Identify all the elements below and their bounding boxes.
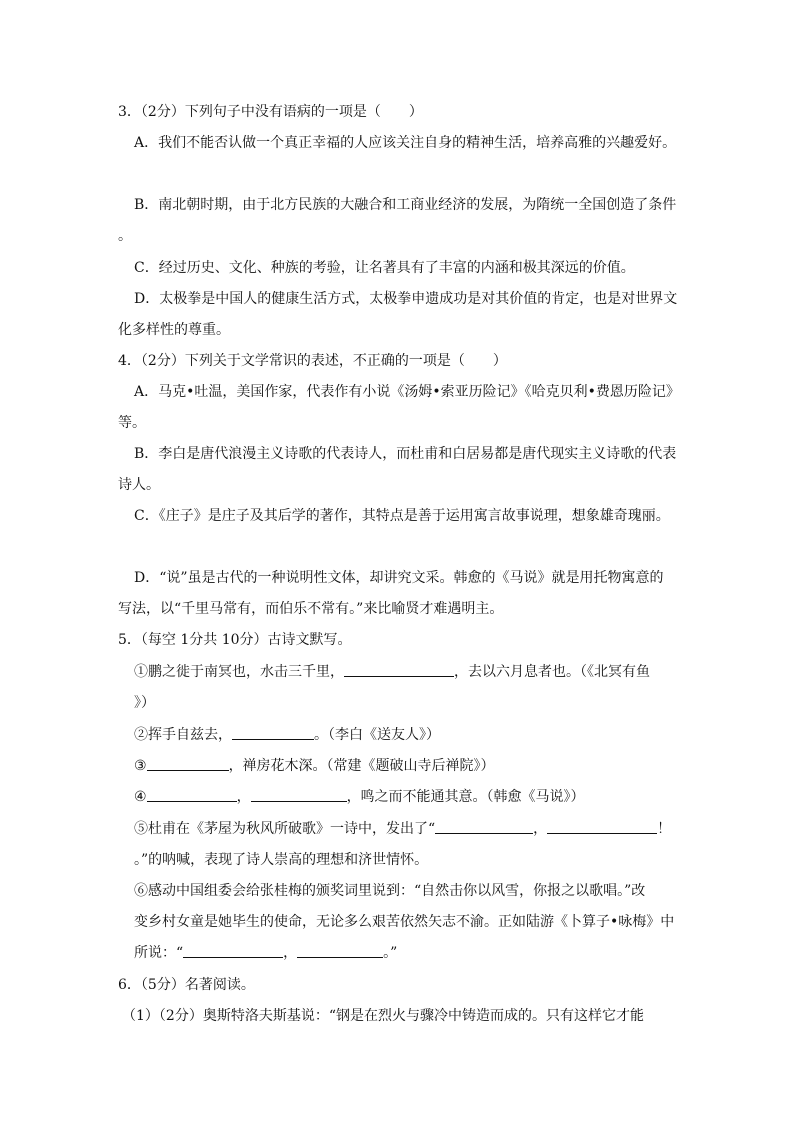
answer-blank[interactable] [435,819,533,834]
answer-blank[interactable] [251,787,347,802]
q4-stem: 4．（2分）下列关于文学常识的表述，不正确的一项是（ ） [118,353,507,369]
q3-option-b-cont: 。 [118,228,132,244]
q5-item-3-prefix: ③ [134,758,147,774]
q5-item-2 [134,725,440,745]
q3-option-a: A．我们不能否认做一个真正幸福的人应该关注自身的精神生活，培养高雅的兴趣爱好。 [134,135,677,151]
q5-item-5-sep: ， [533,821,548,837]
q3-option-d-cont: 化多样性的尊重。 [118,322,230,338]
q5-item-6-cont2 [134,943,397,963]
q4-option-b: B．李白是唐代浪漫主义诗歌的代表诗人，而杜甫和白居易都是唐代现实主义诗歌的代表 [134,446,677,462]
q4-option-b-cont: 诗人。 [118,477,160,493]
q5-stem: 5．（每空 1分共 10分）古诗文默写。 [118,632,352,648]
q5-item-4 [134,787,585,807]
q5-item-6-prefix: 所说：“ [134,945,184,961]
q4-option-a: A．马克•吐温，美国作家，代表作有小说《汤姆•索亚历险记》《哈克贝利•费恩历险记》 [134,384,680,400]
q5-item-6: ⑥感动中国组委会给张桂梅的颁奖词里说到：“自然击你以风雪，你报之以歌唱。”改 [134,883,646,899]
answer-blank[interactable] [147,787,237,802]
q3-stem: 3．（2分）下列句子中没有语病的一项是（ ） [118,104,423,120]
q5-item-4-suffix: ，鸣之而不能通其意。（韩愈《马说》） [346,789,585,805]
q5-item-1-suffix: ，去以六月息者也。（《北冥有鱼 [454,664,650,680]
q3-option-c: C．经过历史、文化、种族的考验，让名著具有了丰富的内涵和极其深远的价值。 [134,260,635,276]
q4-option-a-cont: 等。 [118,415,146,431]
q5-item-5-cont: 。”的呐喊，表现了诗人崇高的理想和济世情怀。 [134,852,429,868]
q3-option-b: B．南北朝时期，由于北方民族的大融合和工商业经济的发展，为隋统一全国创造了条件 [134,197,677,213]
q5-item-6-cont: 变乡村女童是她毕生的使命，无论多么艰苦依然矢志不渝。正如陆游《卜算子•咏梅》中 [134,914,675,930]
q5-item-3 [134,756,495,776]
q5-item-1-cont: 》） [134,695,155,711]
q5-item-2-suffix: 。（李白《送友人》） [314,727,440,743]
q4-option-c: C．《庄子》是庄子及其后学的著作，其特点是善于运用寓言故事说理，想象雄奇瑰丽。 [134,508,670,524]
q3-option-d: D．太极拳是中国人的健康生活方式，太极拳申遗成功是对其价值的肯定，也是对世界文 [134,291,678,307]
q5-item-3-suffix: ，禅房花木深。（常建《题破山寺后禅院》） [228,758,495,774]
answer-blank[interactable] [547,819,657,834]
answer-blank[interactable] [344,662,454,677]
q5-item-6-sep: ， [283,945,298,961]
q5-item-1 [134,662,650,682]
q6-part-1: （1）（2分）奥斯特洛夫斯基说：“钢是在烈火与骤冷中铸造而成的。只有这样它才能 [122,1008,644,1024]
answer-blank[interactable] [232,725,314,740]
q5-item-5-end: ！ [657,821,672,837]
q5-item-1-prefix: ①鹏之徙于南冥也，水击三千里， [134,664,344,680]
q5-item-5-prefix: ⑤杜甫在《茅屋为秋风所破歌》一诗中，发出了“ [134,821,436,837]
q4-option-d: D．“说”虽是古代的一种说明性文体，却讲究文采。韩愈的《马说》就是用托物寓意的 [134,570,664,586]
q4-option-d-cont: 写法，以“千里马常有，而伯乐不常有。”来比喻贤才难遇明主。 [118,601,504,617]
q5-item-4-sep: ， [236,789,251,805]
q6-stem: 6．（5分）名著阅读。 [118,977,255,993]
q5-item-4-prefix: ④ [134,789,147,805]
q5-item-5 [134,819,671,839]
answer-blank[interactable] [147,756,229,771]
q5-item-2-prefix: ②挥手自兹去， [134,727,232,743]
q5-item-6-suffix: 。” [383,945,398,961]
answer-blank[interactable] [183,943,283,958]
answer-blank[interactable] [297,943,383,958]
